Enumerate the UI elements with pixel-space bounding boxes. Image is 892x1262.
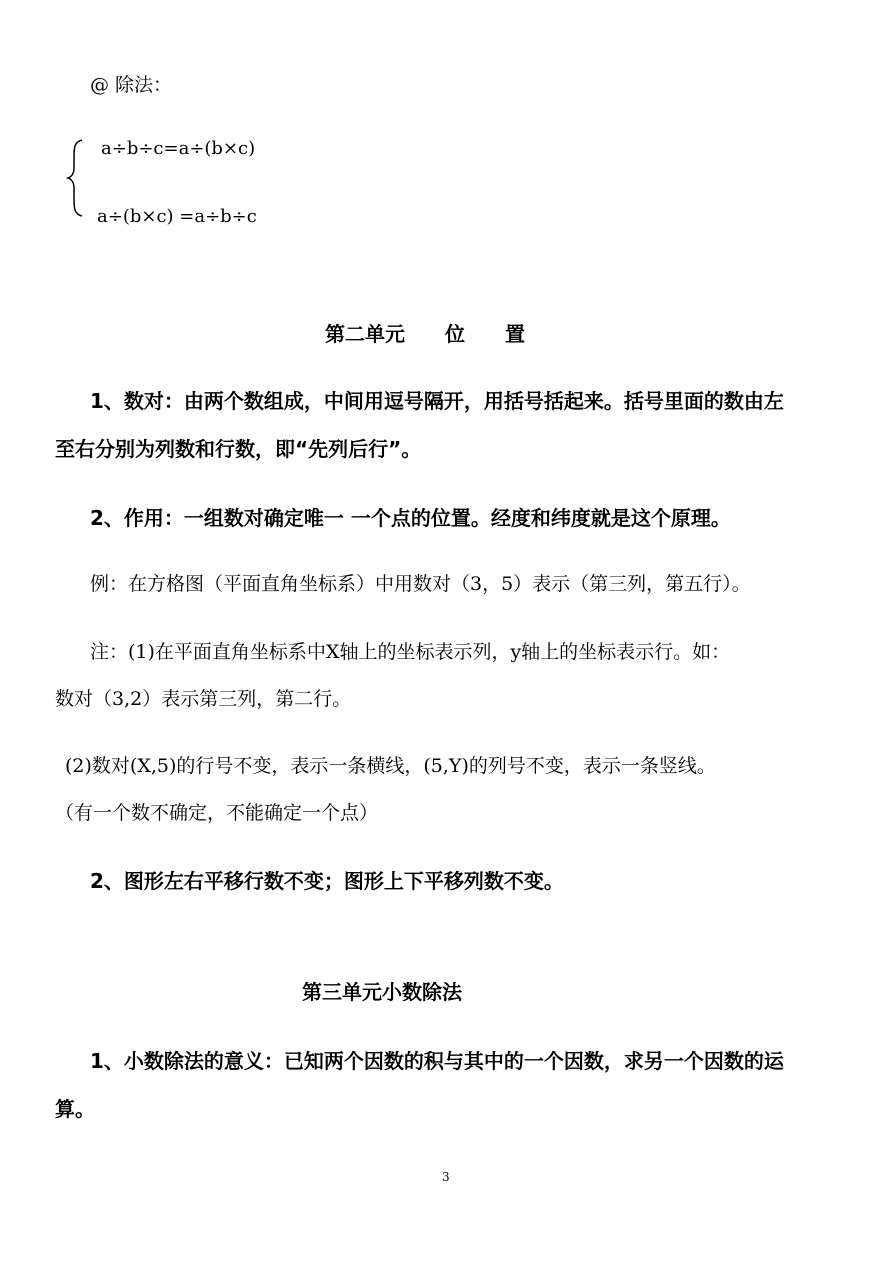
unit2-note-line1: 注：(1)在平面直角坐标系中X轴上的坐标表示列，y轴上的坐标表示行。如： [90, 641, 731, 663]
unit3-p1-line1: 1、小数除法的意义：已知两个因数的积与其中的一个因数，求另一个因数的运 [90, 1049, 784, 1073]
formula-1: a÷b÷c=a÷(b×c) [101, 138, 256, 159]
page-number: 3 [442, 1170, 450, 1184]
division-header: @ 除法： [90, 74, 173, 96]
unit2-p1-line2: 至右分别为列数和行数，即“先列后行”。 [55, 437, 422, 461]
unit2-title-part-2: 位 [445, 322, 465, 346]
unit2-title-part-3: 置 [505, 322, 525, 346]
unit2-p3: 2、图形左右平移行数不变；图形上下平移列数不变。 [90, 869, 564, 893]
unit2-title-part-1: 第二单元 [325, 322, 405, 346]
left-brace-icon [66, 138, 86, 218]
unit2-title [325, 318, 525, 347]
unit2-note2-line1: (2)数对(X,5)的行号不变，表示一条横线，(5,Y)的列号不变，表示一条竖线。 [65, 755, 716, 777]
formula-2: a÷(b×c) =a÷b÷c [97, 206, 257, 227]
unit3-title: 第三单元小数除法 [302, 980, 462, 1004]
unit2-note-line2: 数对（3,2）表示第三列，第二行。 [55, 688, 352, 710]
unit2-p1-line1: 1、数对：由两个数组成，中间用逗号隔开，用括号括起来。括号里面的数由左 [90, 389, 784, 413]
unit3-p1-line2: 算。 [55, 1097, 95, 1121]
unit2-note2-line2: （有一个数不确定，不能确定一个点） [55, 802, 379, 824]
unit2-p2: 2、作用：一组数对确定唯一 一个点的位置。经度和纬度就是这个原理。 [90, 506, 731, 530]
unit2-example: 例：在方格图（平面直角坐标系）中用数对（3，5）表示（第三列，第五行）。 [90, 573, 751, 595]
